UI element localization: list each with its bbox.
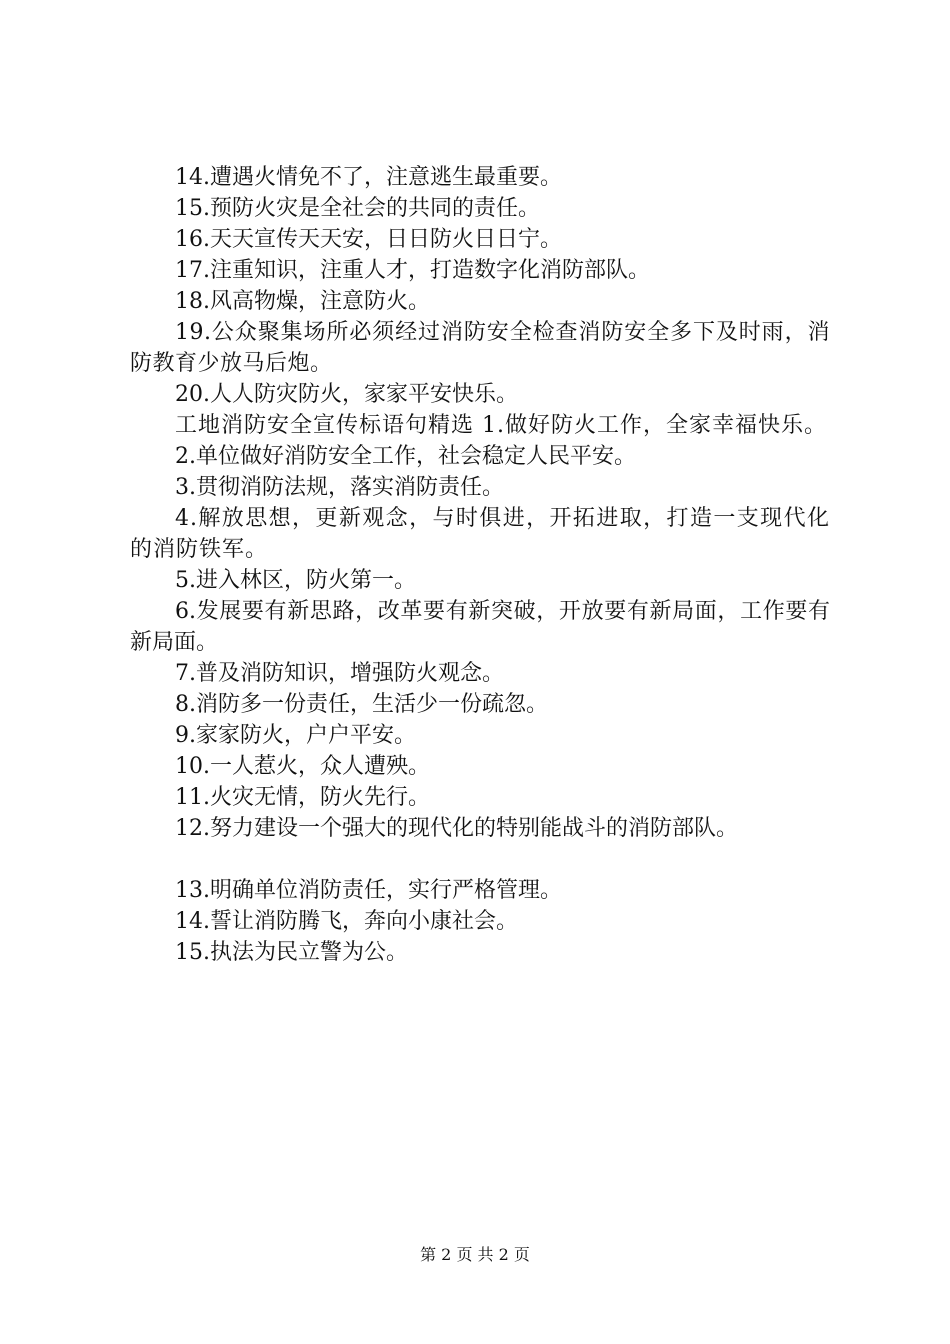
page-footer: 第 2 页 共 2 页: [420, 1245, 530, 1264]
slogan-line: 4.解放思想，更新观念，与时俱进，开拓进取，打造一支现代化的消防铁军。: [130, 506, 830, 562]
slogan-line: 13.明确单位消防责任，实行严格管理。: [175, 878, 562, 903]
slogan-line: 15.预防火灾是全社会的共同的责任。: [175, 196, 540, 221]
slogan-line: 18.风高物燥，注意防火。: [175, 289, 430, 314]
slogan-line: 15.执法为民立警为公。: [175, 940, 408, 965]
slogan-line: 3.贯彻消防法规，落实消防责任。: [175, 475, 504, 500]
blank-line: [130, 844, 830, 875]
slogan-line: 6.发展要有新思路，改革要有新突破，开放要有新局面，工作要有新局面。: [130, 599, 830, 655]
slogan-line: 9.家家防火，户户平安。: [175, 723, 416, 748]
slogan-line: 14.遭遇火情免不了，注意逃生最重要。: [175, 165, 562, 190]
slogan-line: 7.普及消防知识，增强防火观念。: [175, 661, 504, 686]
slogan-line: 19.公众聚集场所必须经过消防安全检查消防安全多下及时雨，消防教育少放马后炮。: [130, 320, 830, 376]
slogan-line: 20.人人防灾防火，家家平安快乐。: [175, 382, 518, 407]
slogan-line: 17.注重知识，注重人才，打造数字化消防部队。: [175, 258, 650, 283]
slogan-line: 10.一人惹火，众人遭殃。: [175, 754, 430, 779]
slogan-line: 14.誓让消防腾飞，奔向小康社会。: [175, 909, 518, 934]
slogan-line: 16.天天宣传天天安，日日防火日日宁。: [175, 227, 562, 252]
document-body: [130, 162, 830, 968]
slogan-line: 12.努力建设一个强大的现代化的特别能战斗的消防部队。: [175, 816, 738, 841]
slogan-line: 11.火灾无情，防火先行。: [175, 785, 430, 810]
slogan-line: 2.单位做好消防安全工作，社会稳定人民平安。: [175, 444, 636, 469]
slogan-line: 8.消防多一份责任，生活少一份疏忽。: [175, 692, 548, 717]
slogan-line: 5.进入林区，防火第一。: [175, 568, 416, 593]
section-heading-line: 工地消防安全宣传标语句精选 1.做好防火工作，全家幸福快乐。: [175, 413, 827, 438]
